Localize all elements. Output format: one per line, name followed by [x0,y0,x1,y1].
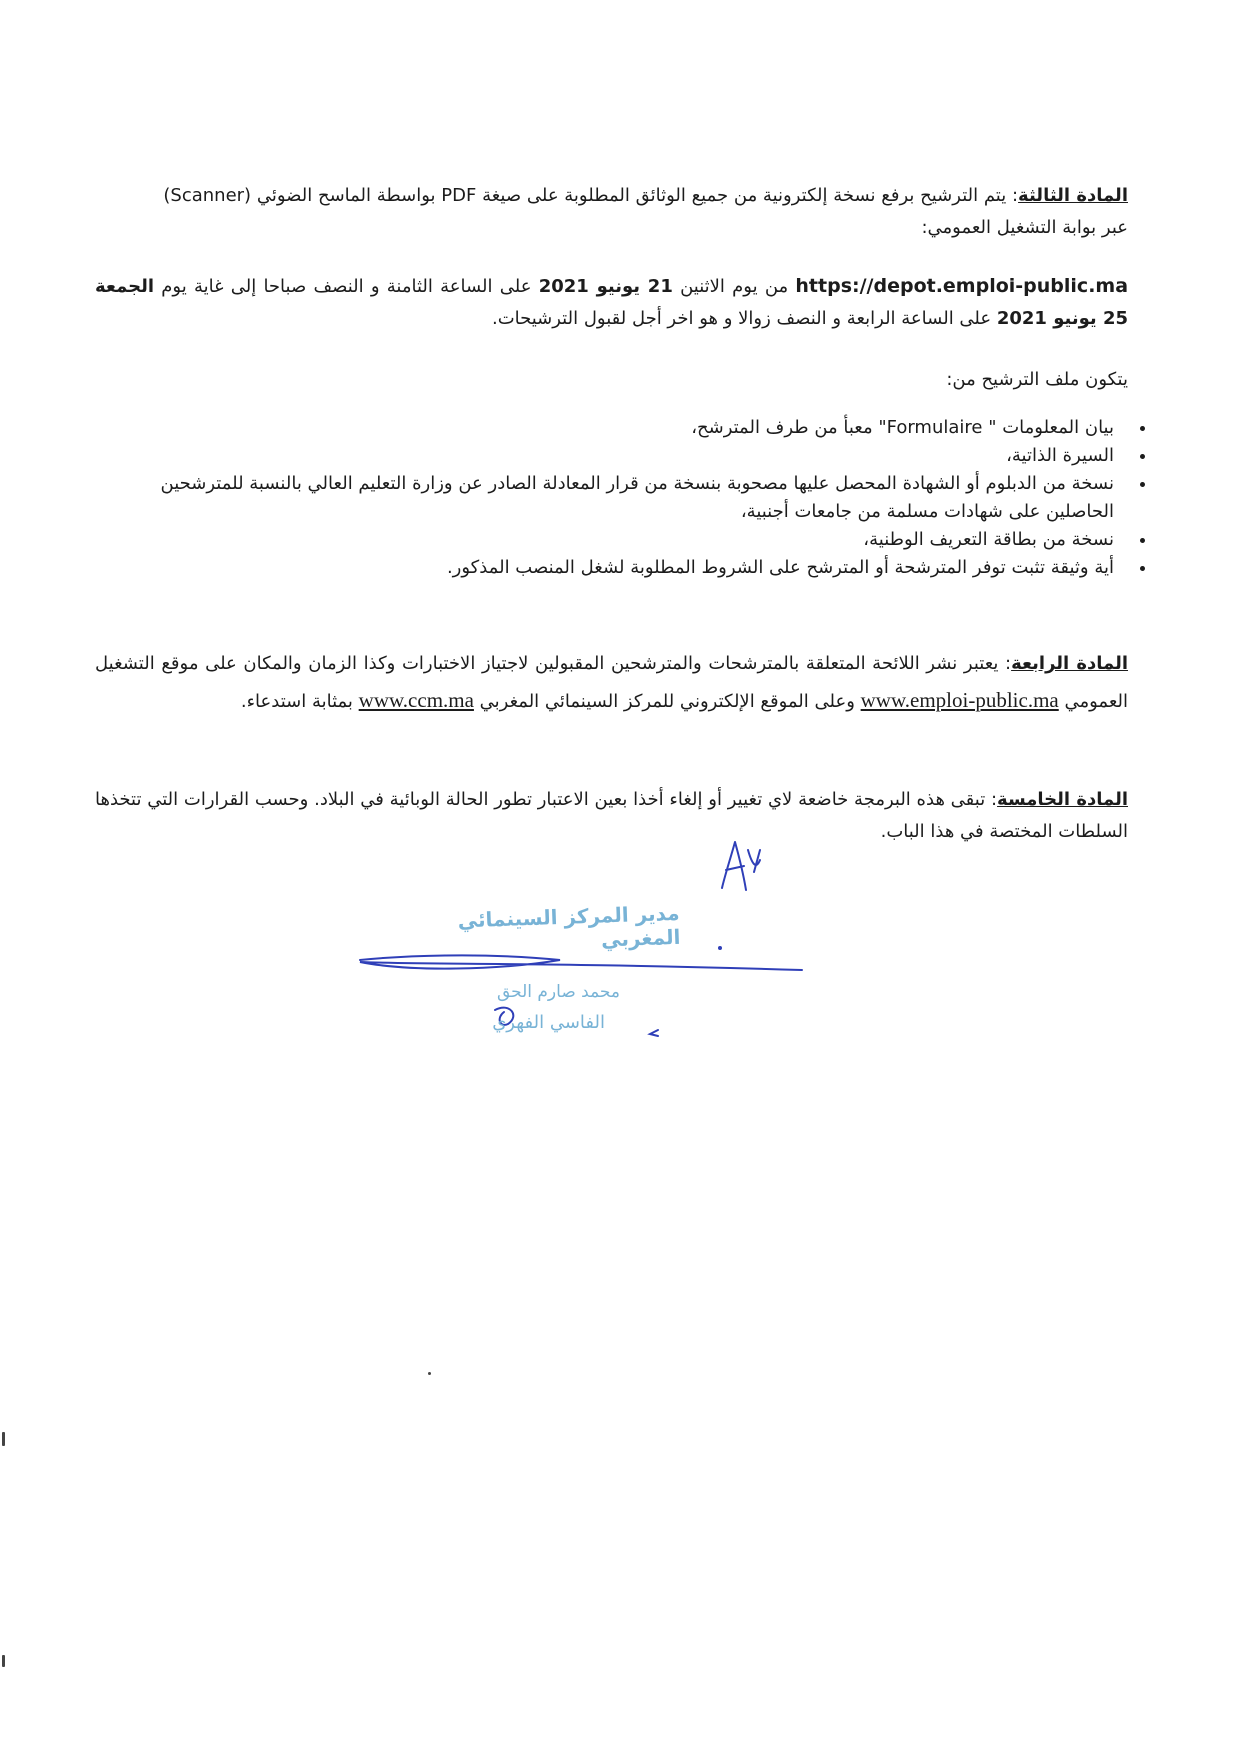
list-item [95,526,1128,554]
list-item [95,442,1128,470]
scan-speck [2,1655,5,1667]
list-item-text: السيرة الذاتية، [1006,445,1114,466]
period-end-day: الجمعة 25 يونيو 2021 [95,276,1128,329]
pdf-label: PDF [441,185,477,206]
scanner-label: (Scanner) [163,185,252,206]
period-start-time: على الساعة الثامنة و النصف صباحا إلى غاية يوم [154,276,539,297]
list-item [95,414,1128,442]
period-start-date: 21 يونيو 2021 [538,276,673,297]
scan-speck [2,1432,5,1446]
list-item [95,554,1128,582]
article-5-text: : تبقى هذه البرمجة خاضعة لاي تغيير أو إلغاء أخذا بعين الاعتبار تطور الحالة الوبائية في البلاد. وحسب القرارات التي تتخذها السلطات المختصة في هذا الباب. [95,789,1128,842]
article-4-text-2: وعلى الموقع الإلكتروني للمركز السينمائي المغربي [473,691,861,712]
file-items-list [95,414,1160,582]
depot-url[interactable]: https://depot.emploi-public.ma [795,275,1129,297]
scan-speck [428,1372,431,1375]
list-item-text-end: " معبأ من طرف المترشح، [691,417,887,438]
signatory-name-line-1: محمد صارم الحق [496,982,620,1002]
formulaire-label: Formulaire [886,417,983,438]
signatory-title: مدير المركز السينمائي المغربي [457,900,681,952]
article-5-heading: المادة الخامسة [997,789,1128,810]
list-item-text: أية وثيقة تثبت توفر المترشحة أو المترشح على الشروط المطلوبة لشغل المنصب المذكور. [446,557,1114,578]
list-item-text: بيان المعلومات " [982,417,1114,438]
signatory-name-line-2: الفاسي الفهري [492,1012,605,1033]
list-item [95,470,1128,526]
ccm-link[interactable]: www.ccm.ma [358,688,474,712]
emploi-public-link[interactable]: www.emploi-public.ma [860,688,1059,712]
article-3-paragraph [95,180,1128,244]
article-4-heading: المادة الرابعة [1011,653,1129,674]
article-4-text-3: بمثابة استدعاء. [240,691,359,712]
file-intro-text: يتكون ملف الترشيح من: [946,369,1128,390]
period-end-time: على الساعة الرابعة و النصف زوالا و هو اخر أجل لقبول الترشيحات. [491,308,997,329]
list-item-text: نسخة من الدبلوم أو الشهادة المحصل عليها مصحوبة بنسخة من قرار المعادلة الصادر عن وزارة التعليم العالي بالنسبة للمترشحين الحاصلين على شهادات مسلمة من جامعات أجنبية، [160,473,1114,522]
period-from-text: من يوم الاثنين [672,276,796,297]
article-4-paragraph [95,646,1128,720]
article-3-heading: المادة الثالثة [1018,185,1128,206]
article-3-text-mid: بواسطة الماسح الضوئي [251,185,442,206]
list-item-text: نسخة من بطاقة التعريف الوطنية، [863,529,1114,550]
submission-period-paragraph [95,270,1128,335]
article-3-line-2: عبر بوابة التشغيل العمومي: [921,217,1128,238]
article-4-text: : يعتبر نشر اللائحة المتعلقة بالمترشحات والمترشحين المقبولين لاجتياز الاختبارات وكذا الزمان والمكان على موقع التشغيل العمومي [95,653,1128,712]
article-3-text: : يتم الترشيح برفع نسخة إلكترونية من جميع الوثائق المطلوبة على صيغة [476,185,1019,206]
file-intro [95,364,1128,396]
